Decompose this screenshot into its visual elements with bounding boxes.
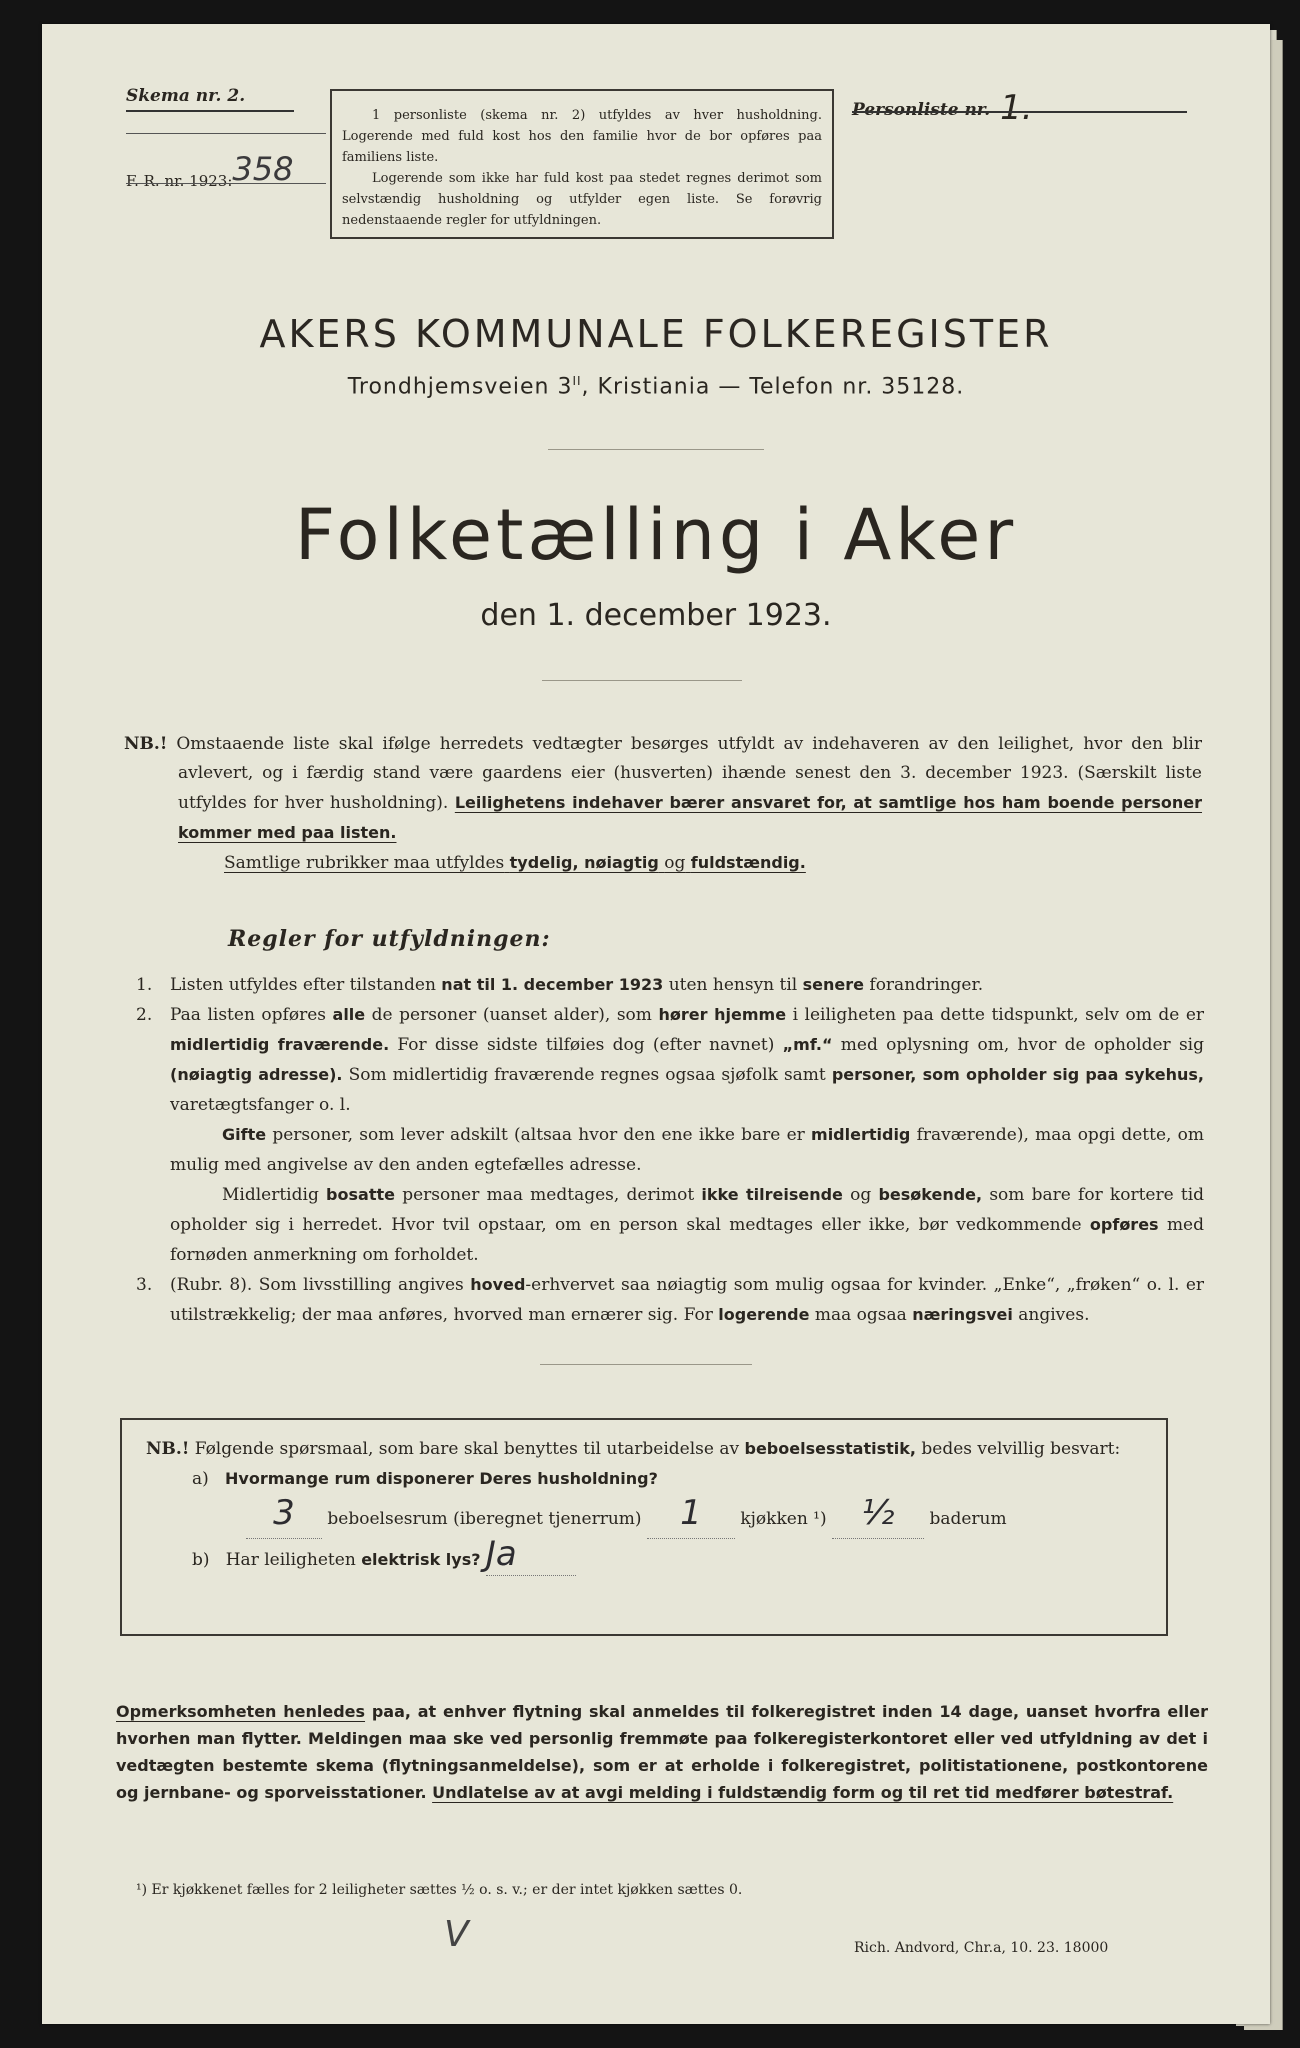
- nb-paragraph-2: [124, 848, 1202, 878]
- rule-bold: ikke tilreisende: [701, 1185, 843, 1204]
- rule-bold: besøkende,: [878, 1185, 983, 1204]
- bath-field[interactable]: [832, 1494, 924, 1539]
- rule-2-paragraph-3: [136, 1180, 1204, 1270]
- divider: [852, 111, 1187, 113]
- nb-line2-bold: fuldstændig.: [690, 853, 806, 872]
- rule-text: Som midlertidig fraværende regnes ogsaa sjøfolk samt: [348, 1065, 826, 1085]
- nb-notice: [124, 730, 1202, 878]
- nb-bold-text: Leilighetens indehaver bærer ansvaret for, at samtlige hos ham boende personer kommer med paa listen.: [178, 793, 1203, 842]
- rule-bold: næringsvei: [912, 1305, 1013, 1324]
- nb-line2: [224, 853, 806, 873]
- moving-notice: [116, 1698, 1208, 1806]
- rule-text: maa ogsaa: [814, 1305, 907, 1325]
- rule-bold: nat til 1. december 1923: [441, 975, 664, 994]
- rule-text: og: [850, 1185, 872, 1205]
- main-title: Folketælling i Aker: [294, 494, 1018, 576]
- bath-label: baderum: [929, 1509, 1007, 1529]
- fr-number: [126, 150, 294, 194]
- personliste-handwritten-number: 1.: [1000, 88, 1033, 128]
- rule-bold: hoved: [470, 1275, 526, 1294]
- fr-handwritten-number: 358: [232, 150, 294, 188]
- nb2-text: Følgende spørsmaal, som bare skal benyttes til utarbeidelse av: [194, 1439, 740, 1459]
- census-date: den 1. december 1923.: [480, 598, 832, 633]
- personliste-number: [852, 84, 1033, 128]
- kitchen-label: kjøkken ¹): [740, 1509, 827, 1529]
- rule-text: (Rubr. 8). Som livsstilling angives: [170, 1275, 464, 1295]
- rule-bold: alle: [332, 1005, 366, 1024]
- rule-text: Midlertidig: [222, 1185, 319, 1205]
- instructions-box: [330, 89, 834, 239]
- nb-text: Omstaaende liste skal ifølge herredets vedtægter besørges utfyldt av indehaveren av den leilighet, hvor den blir avlevert, og i færdig stand være gaardens eier (husverten) ihænde senest den 3. december 1923. (Særskilt liste utfyldes for hver husholdning).: [176, 734, 1202, 813]
- instructions-paragraph: Logerende som ikke har fuld kost paa stedet regnes derimot som selvstændig husholdning og utfylder egen liste. Se forøvrig nedenstaaende regler for utfyldningen.: [342, 171, 822, 228]
- rule-text: Listen utfyldes efter tilstanden: [170, 975, 436, 995]
- divider: [542, 680, 742, 681]
- rule-number: 3.: [136, 1275, 153, 1295]
- rule-text: de personer (uanset alder), som: [371, 1005, 652, 1025]
- housing-statistics-box: [120, 1418, 1168, 1636]
- handwritten-check-mark: V: [444, 1914, 469, 1955]
- rule-bold: Gifte: [222, 1125, 267, 1144]
- fr-label: F. R. nr. 1923:: [126, 172, 233, 190]
- rules-list: [136, 970, 1204, 1330]
- rule-bold: personer, som opholder sig paa sykehus,: [831, 1065, 1205, 1084]
- rule-bold: opføres: [1089, 1215, 1159, 1234]
- rule-1: [136, 970, 1204, 1000]
- divider: [126, 110, 294, 112]
- printer-imprint: Rich. Andvord, Chr.a, 10. 23. 18000: [854, 1940, 1109, 1956]
- rule-text: forandringer.: [869, 975, 984, 995]
- skema-number: Skema nr. 2.: [126, 86, 246, 106]
- divider: [126, 133, 326, 134]
- question-text: Hvormange rum disponerer Deres husholdning?: [225, 1469, 658, 1488]
- rule-number: 1.: [136, 975, 153, 995]
- rule-bold: logerende: [718, 1305, 810, 1324]
- nb2-paragraph: [146, 1434, 1142, 1464]
- nb-paragraph: [124, 730, 1202, 848]
- address-superscript: II: [572, 374, 582, 388]
- address-part: Trondhjemsveien 3: [347, 374, 573, 400]
- rule-text: varetægtsfanger o. l.: [170, 1095, 351, 1115]
- rule-bold: „mf.“: [782, 1035, 833, 1054]
- rooms-answer-line: [246, 1494, 1142, 1539]
- personliste-label: Personliste nr.: [852, 100, 991, 120]
- divider: [126, 183, 326, 184]
- rule-text: fraværende), maa opgi dette, om mulig med angivelse av den anden egtefælles adresse.: [170, 1125, 1205, 1175]
- nb-line2-bold: tydelig, nøiagtig: [509, 853, 659, 872]
- nb-label: NB.!: [146, 1439, 190, 1459]
- divider: [548, 449, 764, 450]
- rooms-label: beboelsesrum (iberegnet tjenerrum): [327, 1509, 642, 1529]
- rule-text: i leiligheten paa dette tidspunkt, selv om de er: [792, 1005, 1205, 1025]
- notice-lead: Opmerksomheten henledes: [116, 1702, 366, 1721]
- rule-bold: bosatte: [326, 1185, 395, 1204]
- kitchen-value: 1: [680, 1493, 702, 1533]
- rule-bold: (nøiagtig adresse).: [170, 1065, 343, 1084]
- office-address: [42, 374, 1270, 399]
- address-part: , Kristiania — Telefon nr. 35128.: [581, 374, 965, 400]
- electric-light-field[interactable]: [485, 1534, 576, 1576]
- rule-bold: hører hjemme: [658, 1005, 787, 1024]
- question-label: b): [192, 1550, 210, 1570]
- rule-text: Paa listen opføres: [170, 1005, 326, 1025]
- office-title: AKERS KOMMUNALE FOLKEREGISTER: [259, 312, 1053, 356]
- rule-3: [136, 1270, 1204, 1330]
- notice-tail: Undlatelse av at avgi melding i fuldstændig form og til ret tid medfører bøtestraf.: [432, 1783, 1174, 1802]
- electric-light-answer: Ja: [485, 1534, 517, 1574]
- bath-value: ½: [861, 1493, 895, 1533]
- rule-text: personer, som lever adskilt (altsaa hvor den ene ikke bare er: [272, 1125, 805, 1145]
- rule-text: uten hensyn til: [668, 975, 798, 995]
- nb-label: NB.!: [124, 734, 168, 754]
- question-text: Har leiligheten: [225, 1550, 356, 1570]
- rooms-value: 3: [273, 1493, 295, 1533]
- rooms-field[interactable]: [246, 1494, 322, 1539]
- question-label: a): [192, 1469, 209, 1489]
- rule-text: For disse sidste tilføies dog (efter navnet): [397, 1035, 775, 1055]
- nb-line2-text: Samtlige rubrikker maa utfyldes: [224, 853, 505, 873]
- rules-heading: Regler for utfyldningen:: [228, 926, 551, 952]
- rule-text: -erhvervet saa nøiagtig som mulig ogsaa for kvinder. „Enke“, „frøken“ o. l. er utilstrækkelig; der maa anføres, hvorved man ernærer sig. For: [170, 1275, 1205, 1325]
- census-form-page: [42, 24, 1270, 2024]
- kitchen-field[interactable]: [647, 1494, 735, 1539]
- nb-line2-text: og: [664, 853, 686, 873]
- rule-bold: midlertidig fraværende.: [170, 1035, 390, 1054]
- rule-number: 2.: [136, 1005, 153, 1025]
- rule-2-paragraph-2: [136, 1120, 1204, 1180]
- footnote: ¹) Er kjøkkenet fælles for 2 leiligheter sættes ½ o. s. v.; er der intet kjøkken sættes 0.: [136, 1882, 743, 1898]
- rule-text: som bare for kortere tid opholder sig i herredet. Hvor tvil opstaar, om en person skal medtages eller ikke, bør vedkommende: [170, 1185, 1205, 1235]
- question-a: [192, 1464, 1142, 1494]
- notice-body: paa, at enhver flytning skal anmeldes til folkeregistret inden 14 dage, uanset hvorfra eller hvorhen man flytter. Meldingen maa ske ved personlig fremmøte paa folkeregisterkontoret eller ved utfyldning av det i vedtægten bestemte skema (flytningsanmeldelse), som er at erholde i folkeregistret, politistationene, postkontorene og jernbane- og sporveisstationer.: [116, 1702, 1208, 1802]
- rule-text: med fornøden anmerkning om forholdet.: [170, 1215, 1205, 1265]
- question-b: [192, 1534, 1142, 1576]
- rule-text: med oplysning om, hvor de opholder sig: [840, 1035, 1204, 1055]
- rule-text: personer maa medtages, derimot: [402, 1185, 695, 1205]
- rule-2: [136, 1000, 1204, 1120]
- rule-bold: midlertidig: [811, 1125, 911, 1144]
- nb2-bold: beboelsesstatistik,: [744, 1439, 916, 1458]
- divider: [540, 1364, 752, 1365]
- instructions-paragraph: 1 personliste (skema nr. 2) utfyldes av hver husholdning. Logerende med fuld kost hos den familie hvor de bor opføres paa familiens liste.: [342, 108, 822, 165]
- rule-bold: senere: [802, 975, 864, 994]
- rule-text: angives.: [1018, 1305, 1090, 1325]
- question-bold: elektrisk lys?: [361, 1550, 481, 1569]
- nb2-text: bedes velvillig besvart:: [921, 1439, 1121, 1459]
